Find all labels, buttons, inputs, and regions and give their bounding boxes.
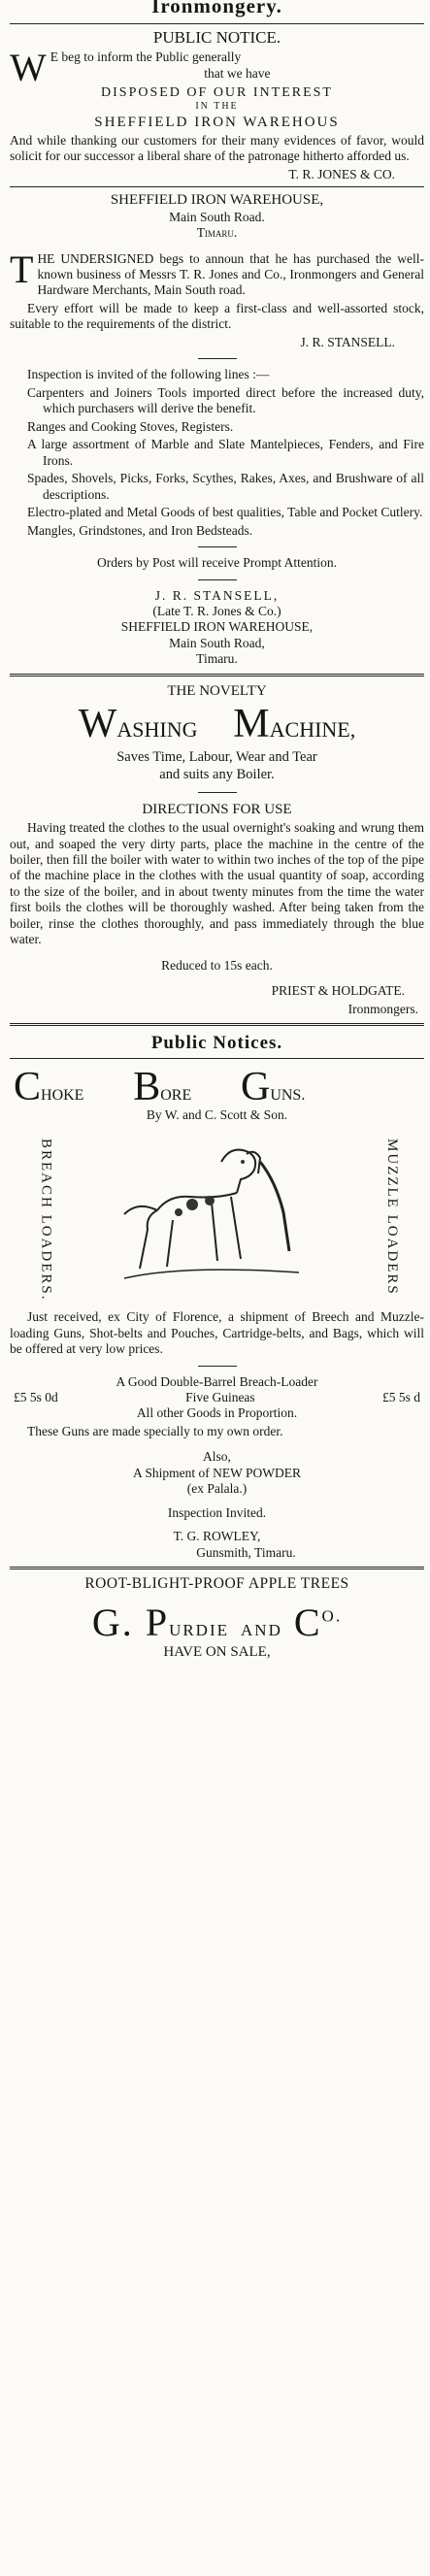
body-text: HE UNDERSIGNED begs to announ that he has purchased the well-known business of Messrs T. R. Jones and Co., Ironmongers and General Hardware Merchants, Main South road.	[37, 250, 424, 298]
cap-m: M	[233, 702, 270, 747]
footer-late: (Late T. R. Jones & Co.)	[152, 603, 281, 618]
signature-sub: Gunsmith, Timaru.	[196, 1544, 296, 1560]
divider	[10, 23, 424, 24]
orders-line: Orders by Post will receive Prompt Attention.	[96, 555, 338, 571]
divider	[198, 358, 237, 359]
footer-road: Main South Road,	[169, 635, 265, 650]
o-text: O.	[321, 1606, 343, 1626]
goods-list-item: Carpenters and Joiners Tools imported direct before the increased duty, which purchasers will derive the benefit.	[27, 384, 424, 416]
address: Main South Road.	[169, 209, 265, 224]
dog-illustration	[10, 1129, 424, 1304]
goods-list-item: Mangles, Grindstones, and Iron Bedsteads.	[27, 522, 253, 538]
footer-town: Timaru.	[196, 651, 238, 667]
have-on-sale: HAVE ON SALE,	[163, 1643, 271, 1660]
price: Reduced to 15s each.	[161, 957, 273, 973]
tagline: Saves Time, Labour, Wear and Tear	[116, 749, 317, 766]
by-line: By W. and C. Scott & Son.	[146, 1106, 288, 1122]
divider	[10, 1058, 424, 1059]
notice-intro	[10, 50, 424, 84]
divider	[10, 1567, 424, 1569]
washing-machine-title	[10, 700, 424, 749]
cap-c: C	[14, 1065, 42, 1110]
goods-list-item: Electro-plated and Metal Goods of best qualities, Table and Pocket Cutlery.	[27, 505, 423, 520]
price-b: Five Guineas	[185, 1389, 255, 1404]
cap-c: C	[293, 1601, 322, 1645]
goods-list-item: Spades, Shovels, Picks, Forks, Scythes, Rakes, Axes, and Brushware of all descriptions.	[27, 471, 424, 502]
dropcap-w: W	[10, 50, 47, 85]
goods-list	[10, 385, 424, 539]
signature: J. R. STANSELL.	[300, 334, 395, 349]
apple-title: ROOT-BLIGHT-PROOF APPLE TREES	[84, 1575, 349, 1593]
intro-line: E beg to inform the Public generally	[50, 50, 242, 65]
cap-w: W	[78, 702, 117, 747]
stansell-body	[10, 251, 424, 299]
uns-text: UNS.	[270, 1087, 306, 1105]
in-the-line: IN THE	[195, 101, 239, 113]
disposed-line: DISPOSED OF OUR INTEREST	[101, 85, 333, 101]
hoke-text: HOKE	[41, 1087, 84, 1105]
cap-g: G.	[91, 1601, 134, 1645]
signature-sub: Ironmongers.	[347, 1001, 418, 1016]
breach-loaders-label: BREACH LOADERS.	[38, 1139, 54, 1302]
public-notice-jones	[10, 28, 424, 183]
guns-notice	[10, 1063, 424, 1561]
offer-line: A Good Double-Barrel Breach-Loader	[116, 1373, 318, 1389]
price-a: £5 5s 0d	[14, 1389, 58, 1404]
directions-body: Having treated the clothes to the usual overnight's soaking and wrung them out, and soaped the very dirty parts, place the machine in the centre of the boiler, then fill the boiler with water to within two inches of the top of the pipe of the machine place in the clothes with the usual quantity of soap, according to the size of the boiler, and in about twenty minutes from the time the water first boils the clothes will be thoroughly washed. After being taken from the boiler, rinse the clothes thoroughly, and pass immediately through the blue water.	[10, 820, 424, 947]
divider	[10, 674, 424, 677]
divider	[198, 579, 237, 580]
all-other-line: All other Goods in Proportion.	[136, 1405, 298, 1421]
machine-text: ACHINE,	[269, 717, 356, 743]
warehouse-title: SHEFFIELD IRON WAREHOUSE,	[110, 192, 324, 209]
footer-name: J. R. STANSELL,	[154, 587, 280, 603]
apple-trees-notice	[10, 1575, 424, 1661]
notice-stansell	[10, 191, 424, 668]
tagline: and suits any Boiler.	[159, 767, 275, 783]
ironmongery-header: Ironmongery.	[151, 0, 282, 17]
cap-p: P	[145, 1601, 170, 1645]
dropcap-t: T	[10, 250, 34, 291]
guns-body: Just received, ex City of Florence, a shipment of Breech and Muzzle-loading Guns, Shot-belts and Pouches, Cartridge-belts, and Bags, which will be offered at very low prices.	[10, 1309, 424, 1357]
choke-bore-guns-title	[10, 1063, 424, 1112]
price-c: £5 5s d	[381, 1389, 420, 1404]
novelty-title: THE NOVELTY	[167, 682, 267, 699]
divider	[198, 1366, 237, 1367]
cap-b: B	[133, 1065, 161, 1110]
urdie-text: URDIE	[169, 1621, 230, 1640]
signature: PRIEST & HOLDGATE.	[271, 983, 405, 999]
price-row	[10, 1390, 424, 1405]
intro-line: that we have	[204, 65, 271, 81]
powder-line: A Shipment of NEW POWDER	[133, 1465, 301, 1480]
divider	[198, 546, 237, 547]
purdie-title	[10, 1600, 424, 1647]
muzzle-loaders-label: MUZZLE LOADERS	[384, 1139, 400, 1296]
also-line: Also,	[203, 1449, 231, 1465]
notice-title: PUBLIC NOTICE.	[152, 27, 281, 47]
inspection-line: Inspection Invited.	[167, 1504, 267, 1520]
goods-list-item: A large assortment of Marble and Slate Mantelpieces, Fenders, and Fire Irons.	[27, 437, 424, 468]
washing-text: ASHING	[116, 717, 198, 743]
warehouse-line: SHEFFIELD IRON WAREHOUS	[94, 114, 340, 130]
section-title: Public Notices.	[150, 1033, 283, 1054]
signature: T. R. JONES & CO.	[288, 166, 395, 182]
dog-icon	[115, 1133, 309, 1298]
washing-machine-notice	[10, 682, 424, 1017]
ex-line: (ex Palala.)	[186, 1481, 248, 1497]
signature: T. G. ROWLEY,	[173, 1529, 261, 1544]
goods-list-item: Ranges and Cooking Stoves, Registers.	[27, 418, 234, 434]
notice-body: And while thanking our customers for their many evidences of favor, would solicit for our successor a liberal share of the patronage hitherto afforded us.	[10, 132, 424, 164]
guns-made-line: These Guns are made specially to my own order.	[27, 1423, 283, 1438]
directions-title: DIRECTIONS FOR USE	[142, 801, 292, 817]
cap-g: G	[240, 1065, 271, 1110]
footer-shop: SHEFFIELD IRON WAREHOUSE,	[120, 619, 314, 635]
body-text: Every effort will be made to keep a first-class and well-assorted stock, suitable to the requirements of the district.	[10, 300, 424, 332]
ore-text: ORE	[160, 1087, 192, 1105]
town: Timaru.	[196, 225, 238, 241]
divider	[10, 1023, 424, 1026]
divider	[198, 792, 237, 793]
inspection-intro: Inspection is invited of the following lines :—	[27, 367, 270, 382]
divider	[10, 186, 424, 187]
and-text: AND	[241, 1621, 282, 1640]
